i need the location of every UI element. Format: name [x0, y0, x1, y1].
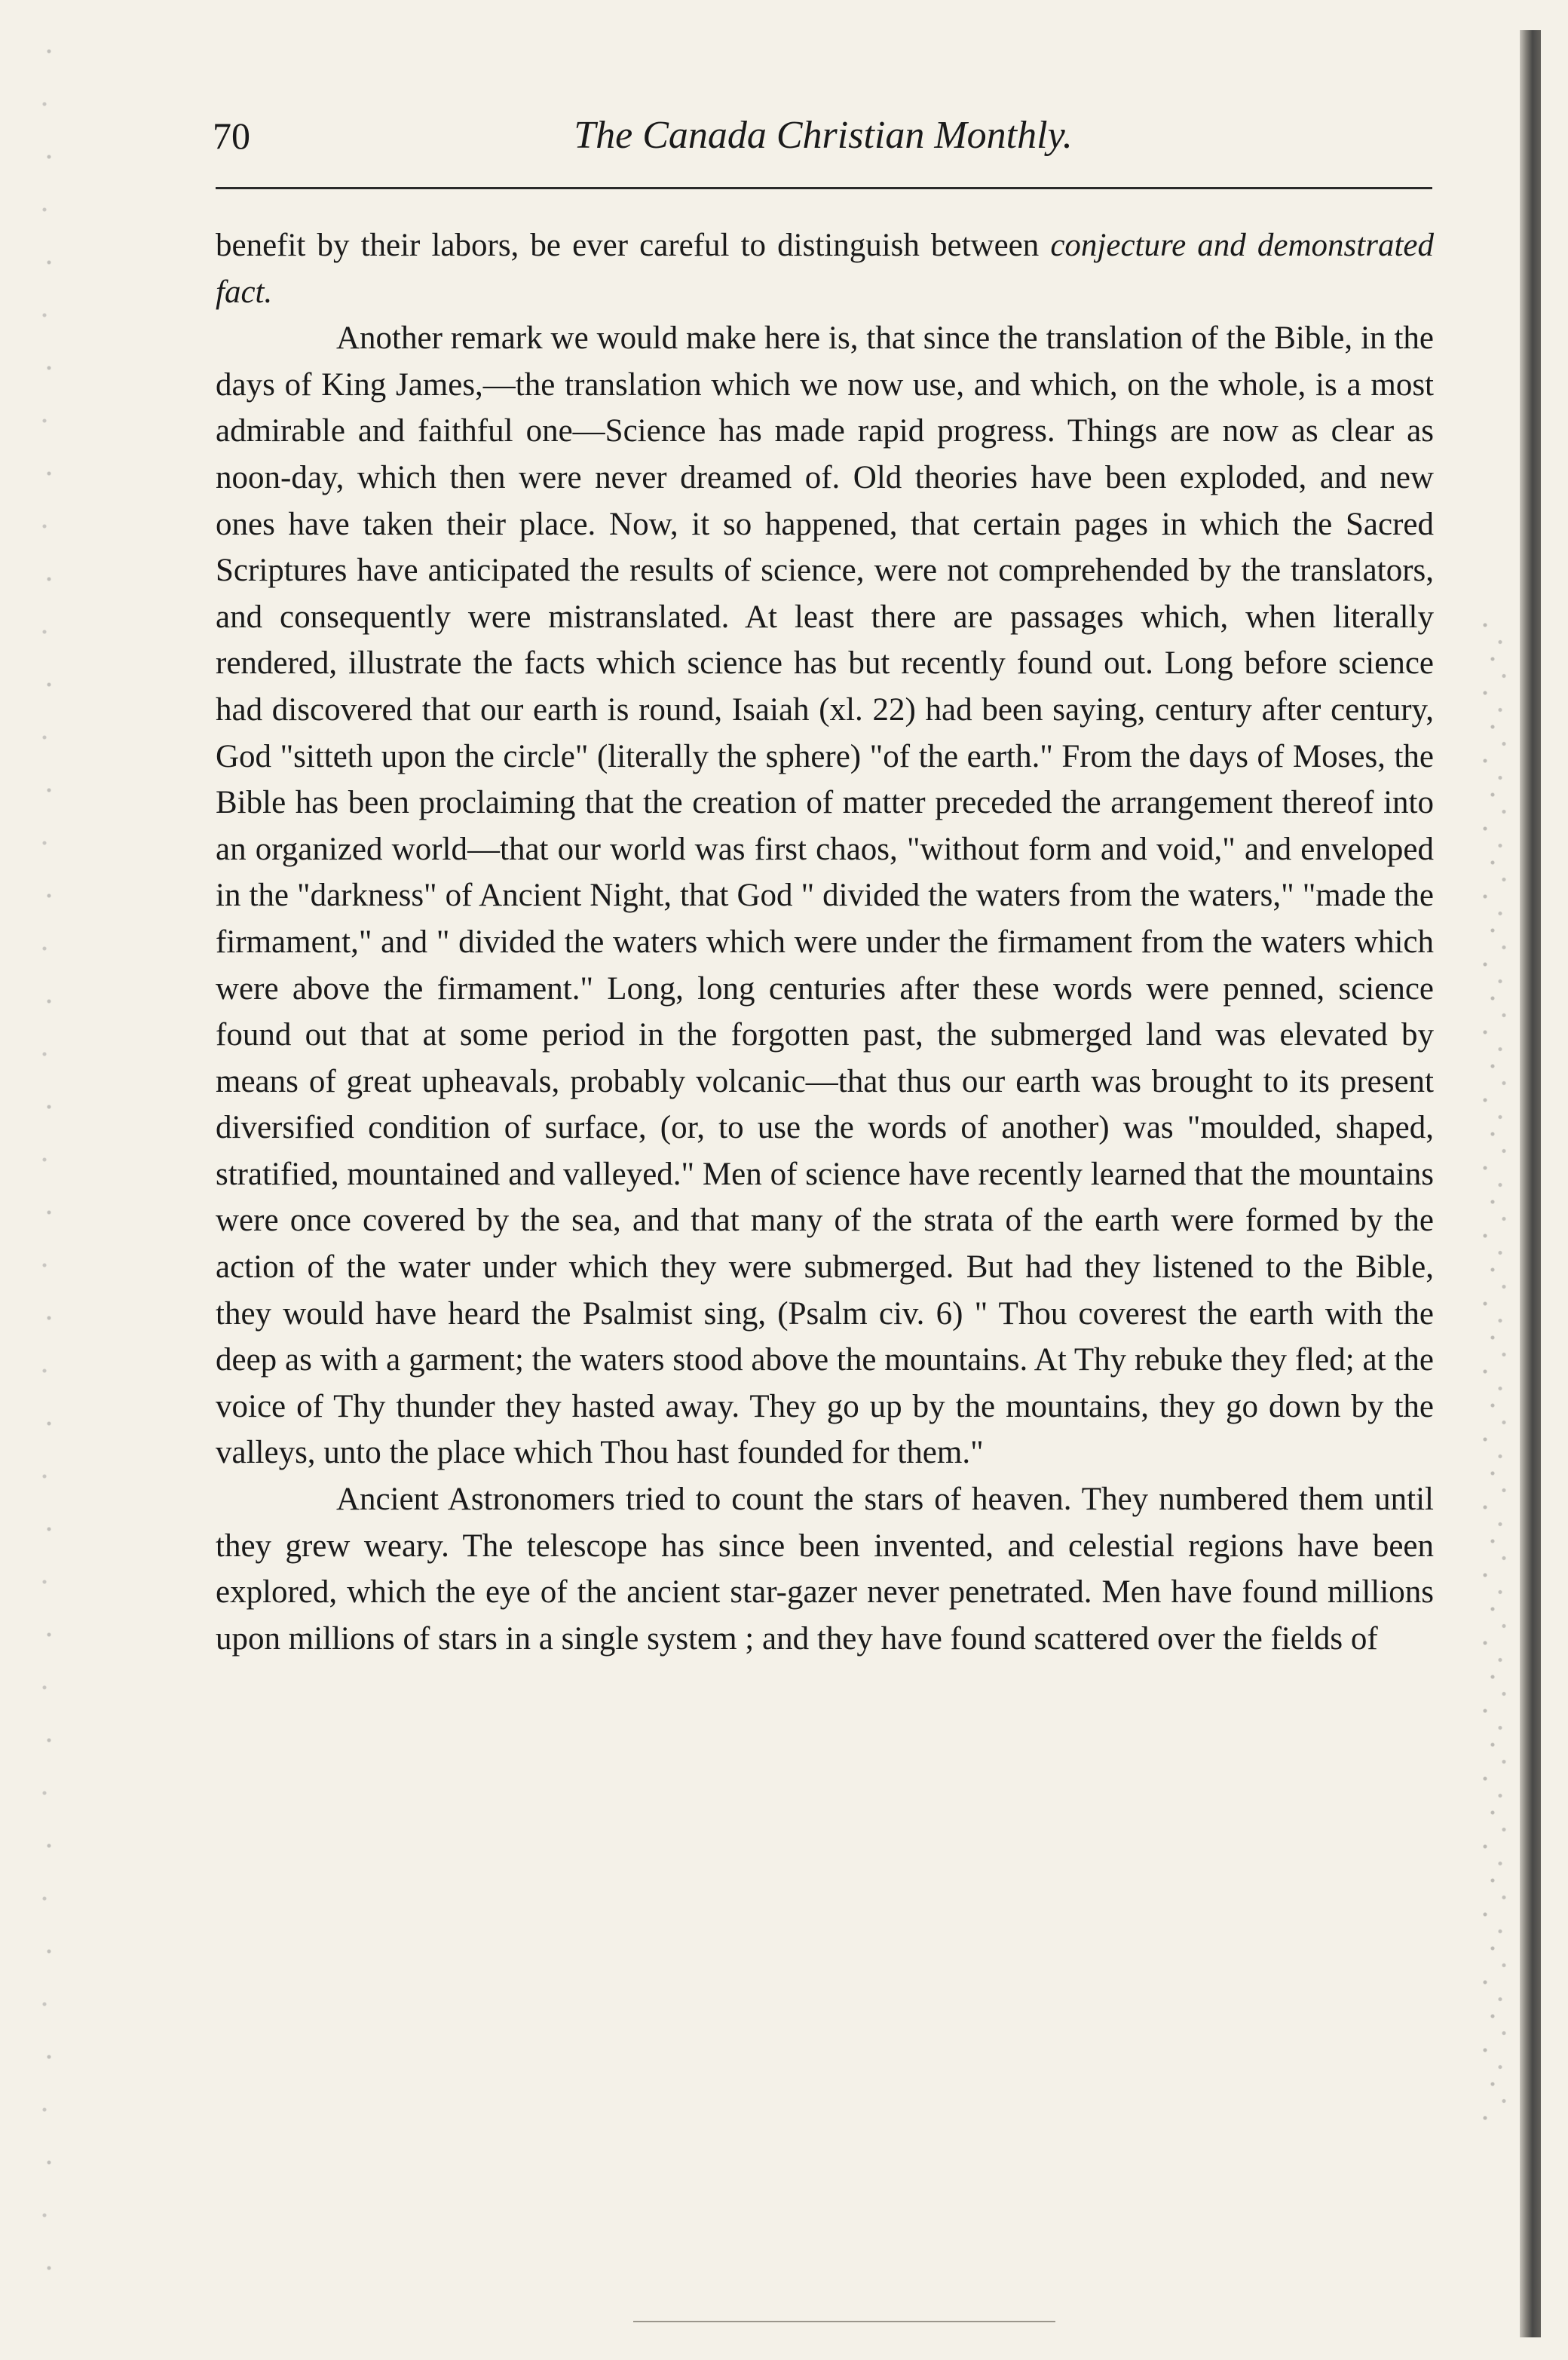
page-edge-shadow [1520, 30, 1541, 2337]
page-number: 70 [213, 115, 250, 157]
page-margin-speckle-left [38, 30, 60, 2292]
running-title: The Canada Christian Monthly. [574, 114, 1073, 157]
paragraph-1-text: benefit by their labors, be ever careful to distinguish between [216, 228, 1051, 263]
article-body [216, 222, 1434, 1662]
paragraph-3: Ancient Astronomers tried to count the stars of heaven. They numbered them until they grew weary. The telescope has since been invented, and celestial regions have been explored, which the eye of the ancient star-gazer never penetrated. Men have found millions upon millions of stars in a single system ; and they have found scattered over the fields of [216, 1482, 1434, 1657]
paragraph-1-italic: conjecture and demonstrated fact. [216, 228, 1434, 310]
paragraph-2: Another remark we would make here is, that since the translation of the Bible, in the days of King James,—the translation which we now use, and which, on the whole, is a most admirable and faithful one—Science has made rapid progress. Things are now as clear as noon-day, which then were never dreamed of. Old theories have been exploded, and new ones have taken their place. Now, it so happened, that certain pages in which the Sacred Scriptures have anticipated the results of science, were not comprehended by the translators, and consequently were mistranslated. At least there are passages which, when literally rendered, illustrate the facts which science has but recently found out. Long before science had discovered that our earth is round, Isaiah (xl. 22) had been saying, century after century, God "sitteth upon the circle" (literally the sphere) "of the earth." From the days of Moses, the Bible has been proclaiming that the creation of matter preceded the arrangement thereof into an organized world—that our world was first chaos, "without form and void," and enveloped in the "darkness" of Ancient Night, that God " divided the waters from the waters," "made the firmament," and " divided the waters which were under the firmament from the waters which were above the firmament." Long, long centuries after these words were penned, science found out that at some period in the forgotten past, the submerged land was elevated by means of great upheavals, probably volcanic—that thus our earth was brought to its present diversified condition of surface, (or, to use the words of another) was "moulded, shaped, stratified, mountained and valleyed." Men of science have recently learned that the mountains were once covered by the sea, and that many of the strata of the earth were formed by the action of the water under which they were submerged. But had they listened to the Bible, they would have heard the Psalmist sing, (Psalm civ. 6) " Thou coverest the earth with the deep as with a garment; the waters stood above the mountains. At Thy rebuke they fled; at the voice of Thy thunder they hasted away. They go up by the mountains, they go down by the valleys, unto the place which Thou hast founded for them." [216, 320, 1434, 1471]
paragraph-1 [216, 222, 1434, 315]
header-rule [216, 187, 1432, 189]
page-header [213, 113, 1434, 166]
page-edge-speckle-right [1478, 618, 1515, 2126]
bottom-rule [633, 2321, 1055, 2322]
